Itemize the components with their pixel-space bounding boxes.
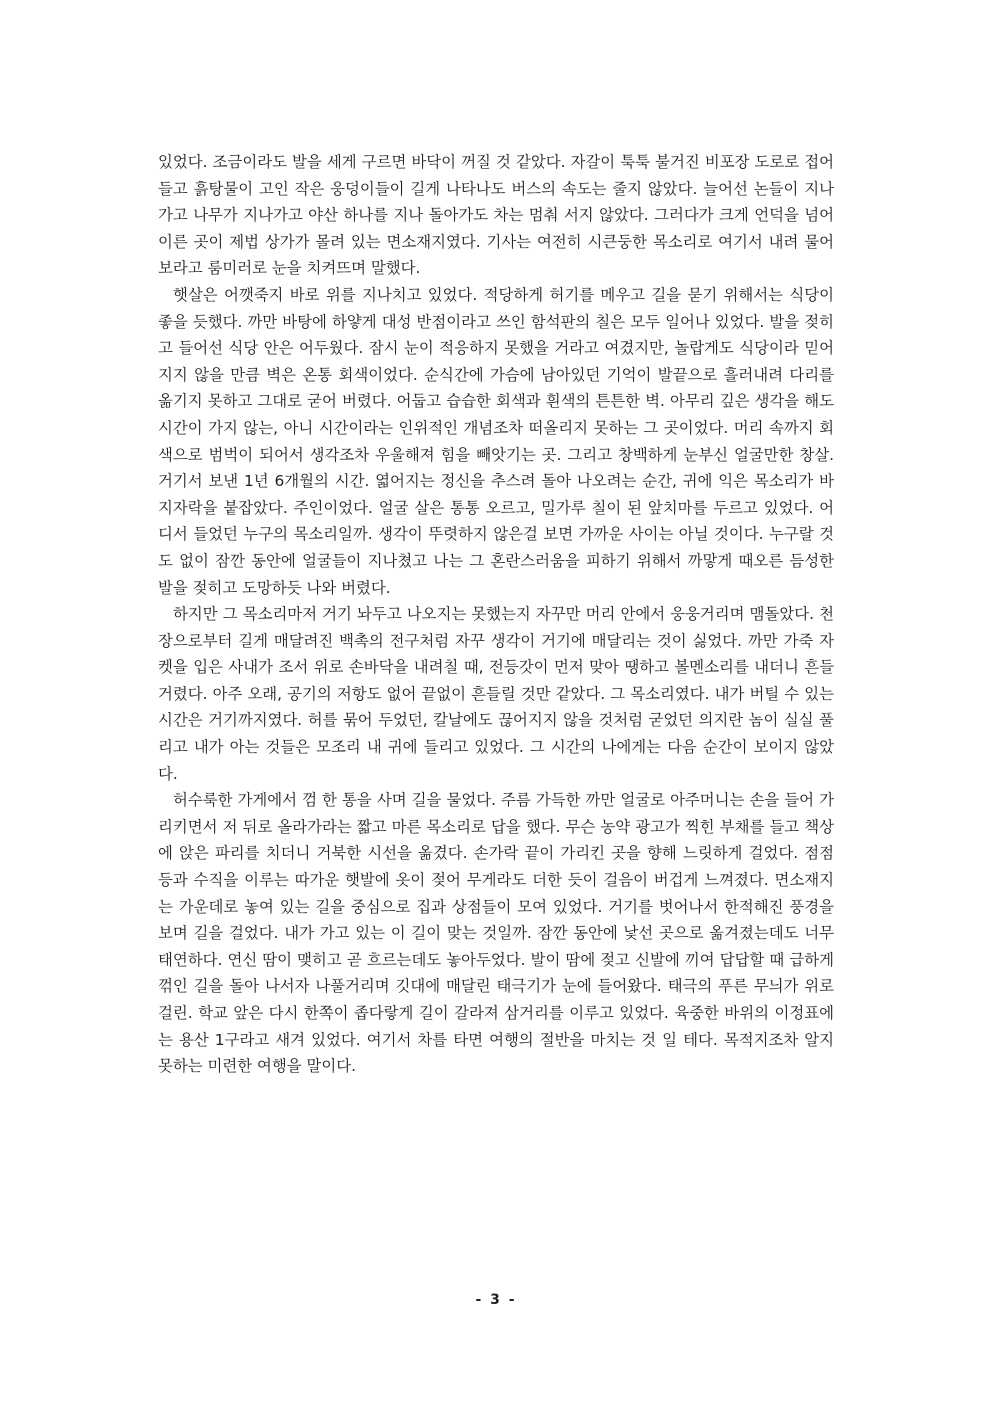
- body-text: [158, 149, 834, 1080]
- paragraph-3: 하지만 그 목소리마저 거기 놔두고 나오지는 못했는지 자꾸만 머리 안에서 웅웅거리며 맴돌았다. 천장으로부터 길게 매달려진 백촉의 전구처럼 자꾸 생각이 거기에 매달리는 것이 싫었다. 까만 가죽 자켓을 입은 사내가 조서 위로 손바닥을 내려칠 때, 전등갓이 먼저 맞아 땡하고 볼멘소리를 내더니 흔들거렸다. 아주 오래, 공기의 저항도 없어 끝없이 흔들릴 것만 같았다. 그 목소리였다. 내가 버틸 수 있는 시간은 거기까지였다. 허를 묶어 두었던, 칼날에도 끊어지지 않을 것처럼 굳었던 의지란 놈이 실실 풀리고 내가 아는 것들은 모조리 내 귀에 들리고 있었다. 그 시간의 나에게는 다음 순간이 보이지 않았다.: [158, 605, 834, 783]
- paragraph-2: 햇살은 어깻죽지 바로 위를 지나치고 있었다. 적당하게 허기를 메우고 길을 묻기 위해서는 식당이 좋을 듯했다. 까만 바탕에 하얗게 대성 반점이라고 쓰인 함석판의 칠은 모두 일어나 있었다. 발을 젖히고 들어선 식당 안은 어두웠다. 잠시 눈이 적응하지 못했을 거라고 여겼지만, 놀랍게도 식당이라 믿어지지 않을 만큼 벽은 온통 회색이었다. 순식간에 가슴에 남아있던 기억이 발끝으로 흘러내려 다리를 옮기지 못하고 그대로 굳어 버렸다. 어둡고 습습한 회색과 흰색의 튼튼한 벽. 아무리 깊은 생각을 해도 시간이 가지 않는, 아니 시간이라는 인위적인 개념조차 떠올리지 못하는 그 곳이었다. 머리 속까지 회색으로 범벅이 되어서 생각조차 우울해져 힘을 빼앗기는 곳. 그리고 창백하게 눈부신 얼굴만한 창살. 거기서 보낸 1년 6개월의 시간. 엷어지는 정신을 추스려 돌아 나오려는 순간, 귀에 익은 목소리가 바지자락을 붙잡았다. 주인이었다. 얼굴 살은 통통 오르고, 밀가루 칠이 된 앞치마를 두르고 있었다. 어디서 들었던 누구의 목소리일까. 생각이 뚜렷하지 않은걸 보면 가까운 사이는 아닐 것이다. 누구랄 것도 없이 잠깐 동안에 얼굴들이 지나쳤고 나는 그 혼란스러움을 피하기 위해서 까맣게 때오른 듬성한 발을 젖히고 도망하듯 나와 버렸다.: [158, 285, 834, 597]
- paragraph-1: 있었다. 조금이라도 발을 세게 구르면 바닥이 꺼질 것 같았다. 자갈이 툭툭 불거진 비포장 도로로 접어들고 흙탕물이 고인 작은 웅덩이들이 길게 나타나도 버스의 속도는 줄지 않았다. 늘어선 논들이 지나가고 나무가 지나가고 야산 하나를 지나 돌아가도 차는 멈춰 서지 않았다. 그러다가 크게 언덕을 넘어 이른 곳이 제법 상가가 몰려 있는 면소재지였다. 기사는 여전히 시큰둥한 목소리로 여기서 내려 물어보라고 룸미러로 눈을 치켜뜨며 말했다.: [158, 153, 834, 278]
- page-number: - 3 -: [475, 1292, 517, 1308]
- paragraph-4: 허수룩한 가게에서 껌 한 통을 사며 길을 물었다. 주름 가득한 까만 얼굴로 아주머니는 손을 들어 가리키면서 저 뒤로 올라가라는 짧고 마른 목소리로 답을 했다. 무슨 농약 광고가 찍힌 부채를 들고 책상에 앉은 파리를 치더니 거북한 시선을 옮겼다. 손가락 끝이 가리킨 곳을 향해 느릿하게 걸었다. 점점 등과 수직을 이루는 따가운 햇발에 옷이 젖어 무게라도 더한 듯이 걸음이 버겁게 느껴졌다. 면소재지는 가운데로 놓여 있는 길을 중심으로 집과 상점들이 모여 있었다. 거기를 벗어나서 한적해진 풍경을 보며 길을 걸었다. 내가 가고 있는 이 길이 맞는 것일까. 잠깐 동안에 낯선 곳으로 옮겨졌는데도 너무 태연하다. 연신 땀이 맺히고 곧 흐르는데도 놓아두었다. 발이 땀에 젖고 신발에 끼여 답답할 때 급하게 꺾인 길을 돌아 나서자 나풀거리며 깃대에 매달린 태극기가 눈에 들어왔다. 태극의 푸른 무늬가 위로 걸린. 학교 앞은 다시 한쪽이 좁다랗게 길이 갈라져 삼거리를 이루고 있었다. 육중한 바위의 이정표에는 용산 1구라고 새겨 있었다. 여기서 차를 타면 여행의 절반을 마치는 것 일 테다. 목적지조차 알지 못하는 미련한 여행을 말이다.: [158, 791, 834, 1076]
